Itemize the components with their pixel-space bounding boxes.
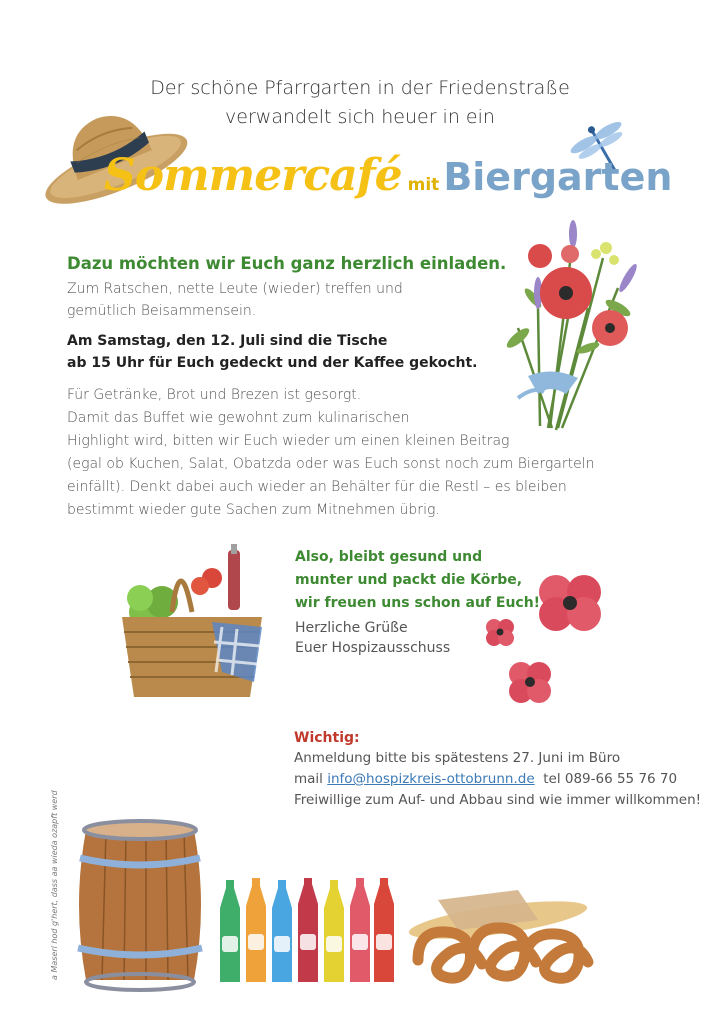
closing-line-1: Also, bleibt gesund und: [295, 549, 483, 565]
picnic-basket-icon: [112, 542, 282, 712]
body-line: Highlight wird, bitten wir Euch wieder um einen kleinen Beitrag: [67, 433, 510, 449]
body-line: Für Getränke, Brot und Brezen ist gesorgt.: [67, 387, 362, 403]
bottles-icon: [212, 878, 396, 990]
closing-line-3: wir freuen uns schon auf Euch!: [295, 595, 541, 611]
invite-text: [67, 278, 467, 322]
mail-prefix: mail: [294, 771, 328, 787]
pretzels-icon: [398, 880, 598, 990]
intro-line-1: Der schöne Pfarrgarten in der Friedenstraße: [150, 77, 570, 99]
important-line-1: Anmeldung bitte bis spätestens 27. Juni im Büro: [294, 750, 621, 766]
important-text: [294, 748, 714, 811]
invite-title: Dazu möchten wir Euch ganz herzlich einladen.: [67, 254, 507, 273]
body-line: (egal ob Kuchen, Salat, Obatzda oder was Euch sonst noch zum Biergarteln: [67, 456, 595, 472]
headline-biergarten: Biergarten: [443, 155, 673, 199]
intro-line-2: verwandelt sich heuer in ein: [225, 106, 495, 128]
date-text: [67, 330, 487, 374]
intro-text: [100, 74, 620, 132]
date-line-1: Am Samstag, den 12. Juli sind die Tische: [67, 333, 388, 349]
body-line: einfällt). Denkt dabei auch wieder an Behälter für die Restl – es bleiben: [67, 479, 567, 495]
headline-mit: mit: [407, 175, 440, 195]
body-line: Damit das Buffet wie gewohnt zum kulinarischen: [67, 410, 410, 426]
greeting-line-2: Euer Hospizausschuss: [295, 640, 451, 656]
important-title: Wichtig:: [294, 730, 360, 746]
invite-line-2: gemütlich Beisammensein.: [67, 303, 257, 319]
headline-sommercafe: Sommercafé: [104, 150, 402, 201]
body-line: bestimmt wieder gute Sachen zum Mitnehmen übrig.: [67, 502, 440, 518]
invite-line-1: Zum Ratschen, nette Leute (wieder) treffen und: [67, 281, 403, 297]
greeting: [295, 618, 450, 658]
greeting-line-1: Herzliche Grüße: [295, 620, 408, 636]
important-line-2: [294, 769, 714, 790]
body-text: [67, 384, 627, 522]
barrel-icon: [72, 816, 208, 994]
phone-text: tel 089-66 55 76 70: [534, 771, 678, 787]
poppy-flower-icon: [478, 560, 618, 720]
important-line-3: Freiwillige zum Auf- und Abbau sind wie immer willkommen!: [294, 792, 702, 808]
vertical-note: a Maserl hod g'hert, dass aa wieda ozapft werd: [50, 790, 59, 980]
headline: [104, 150, 673, 201]
email-link[interactable]: info@hospizkreis-ottobrunn.de: [327, 771, 535, 787]
date-line-2: ab 15 Uhr für Euch gedeckt und der Kaffee gekocht.: [67, 355, 478, 371]
closing-line-2: munter und packt die Körbe,: [295, 572, 523, 588]
